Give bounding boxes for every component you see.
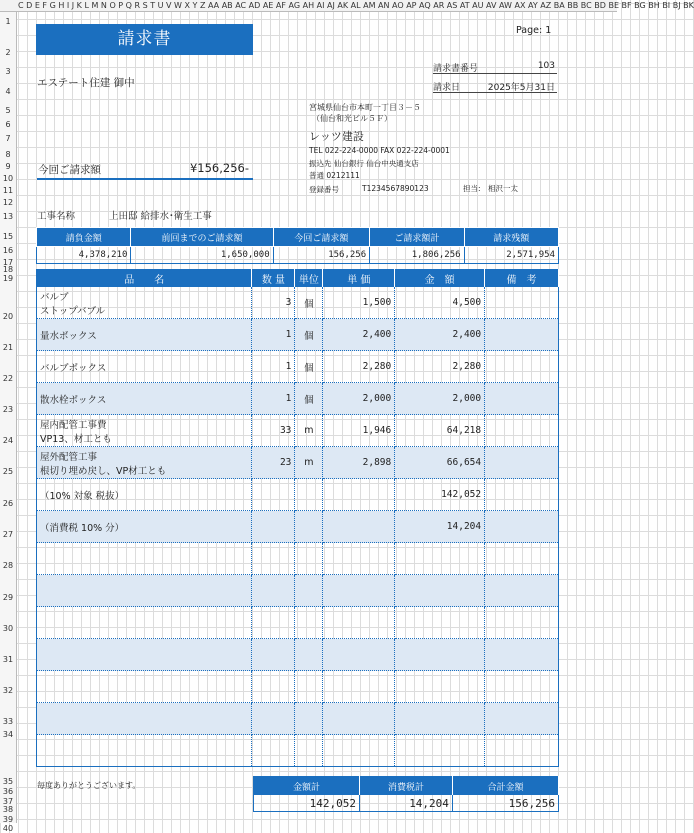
item-qty[interactable] xyxy=(252,703,295,735)
row-number[interactable]: 5 xyxy=(5,106,11,115)
item-unit[interactable] xyxy=(295,511,323,543)
company-tel-fax: TEL 022-224-0000 FAX 022-224-0001 xyxy=(309,146,450,155)
item-name-cell[interactable] xyxy=(37,735,252,767)
item-price[interactable] xyxy=(323,735,395,767)
item-qty[interactable]: 23 xyxy=(252,447,295,479)
item-price[interactable]: 1,500 xyxy=(323,287,395,319)
row-number[interactable]: 37 xyxy=(2,797,14,806)
item-price[interactable]: 1,946 xyxy=(323,415,395,447)
row-number[interactable]: 9 xyxy=(5,162,11,171)
row-number[interactable]: 36 xyxy=(2,787,14,796)
items-header: 単 価 xyxy=(323,270,395,288)
item-row xyxy=(37,511,559,543)
item-name: 散水栓ボックス xyxy=(40,394,107,406)
item-spec: 根切り埋め戻し、VP材工とも xyxy=(40,465,167,477)
item-name: 量水ボックス xyxy=(40,330,97,342)
summary-value-row xyxy=(37,247,559,264)
item-unit[interactable]: 個 xyxy=(295,319,323,351)
thanks-message: 毎度ありがとうございます。 xyxy=(37,781,141,790)
item-unit[interactable] xyxy=(295,575,323,607)
row-number[interactable]: 25 xyxy=(2,467,14,476)
item-name-cell[interactable] xyxy=(37,671,252,703)
row-number[interactable]: 33 xyxy=(2,717,14,726)
totals-header: 合計金額 xyxy=(452,777,558,796)
column-header[interactable]: C D E F G H I J K L M N O P Q R S T U V W X Y Z AA AB AC AD AE AF AG AH AI AJ AK AL AM AN AO AP AQ AR AS AT AU AV AW AX AY AZ BA BB BC BD BE BF BG BH BI BJ BK xyxy=(0,0,617,12)
items-header: 金 額 xyxy=(395,270,485,288)
row-number[interactable]: 20 xyxy=(2,312,14,321)
invoice-no-label: 請求書番号 xyxy=(433,64,479,74)
item-name-cell[interactable] xyxy=(37,415,252,447)
item-note[interactable] xyxy=(485,671,559,703)
item-qty[interactable] xyxy=(252,607,295,639)
item-row xyxy=(37,671,559,703)
item-unit[interactable] xyxy=(295,639,323,671)
invoice-no-row xyxy=(433,61,557,74)
item-row xyxy=(37,415,559,447)
item-unit[interactable] xyxy=(295,607,323,639)
contract-amount[interactable]: 4,378,210 xyxy=(37,247,131,264)
item-note[interactable] xyxy=(485,543,559,575)
row-number[interactable]: 12 xyxy=(2,198,14,207)
item-unit[interactable] xyxy=(295,671,323,703)
item-amount[interactable]: 14,204 xyxy=(395,511,485,543)
page-number: Page: 1 xyxy=(516,25,552,36)
item-row xyxy=(37,287,559,319)
row-header[interactable] xyxy=(0,12,17,833)
row-number[interactable]: 3 xyxy=(5,67,11,76)
row-number[interactable]: 8 xyxy=(5,150,11,159)
items-header: 数 量 xyxy=(252,270,295,288)
current-billed[interactable]: 156,256 xyxy=(273,247,370,264)
item-price[interactable]: 2,898 xyxy=(323,447,395,479)
item-name: （10% 対象 税抜） xyxy=(40,490,125,502)
row-number[interactable]: 4 xyxy=(5,87,11,96)
row-number[interactable]: 39 xyxy=(2,815,14,824)
item-row xyxy=(37,607,559,639)
item-name: 屋外配管工事 xyxy=(40,451,98,463)
subtotal[interactable]: 142,052 xyxy=(254,795,360,812)
current-amount-label: 今回ご請求額 xyxy=(38,164,101,176)
item-name-cell[interactable] xyxy=(37,607,252,639)
item-price[interactable]: 2,000 xyxy=(323,383,395,415)
row-number[interactable]: 10 xyxy=(2,174,14,183)
billed-total[interactable]: 1,806,256 xyxy=(370,247,464,264)
item-price[interactable]: 2,280 xyxy=(323,351,395,383)
item-unit[interactable]: 個 xyxy=(295,287,323,319)
item-unit[interactable] xyxy=(295,479,323,511)
item-amount[interactable] xyxy=(395,607,485,639)
item-qty[interactable] xyxy=(252,511,295,543)
row-number[interactable]: 21 xyxy=(2,343,14,352)
item-qty[interactable]: 3 xyxy=(252,287,295,319)
item-amount[interactable]: 66,654 xyxy=(395,447,485,479)
item-price[interactable] xyxy=(323,703,395,735)
invoice-title: 請求書 xyxy=(36,24,253,55)
row-number[interactable]: 35 xyxy=(2,777,14,786)
item-amount[interactable] xyxy=(395,543,485,575)
totals-table xyxy=(253,776,559,812)
item-name-cell[interactable] xyxy=(37,447,252,479)
totals-header-row xyxy=(254,777,559,796)
item-row xyxy=(37,479,559,511)
item-unit[interactable] xyxy=(295,735,323,767)
item-amount[interactable]: 142,052 xyxy=(395,479,485,511)
item-name-cell[interactable] xyxy=(37,543,252,575)
item-qty[interactable] xyxy=(252,639,295,671)
row-number[interactable]: 1 xyxy=(5,17,11,26)
item-amount[interactable]: 2,000 xyxy=(395,383,485,415)
row-number[interactable]: 38 xyxy=(2,805,14,814)
summary-header: 請求残額 xyxy=(464,228,558,247)
item-qty[interactable] xyxy=(252,671,295,703)
item-name-cell[interactable] xyxy=(37,703,252,735)
item-name-cell[interactable] xyxy=(37,639,252,671)
summary-header: 今回ご請求額 xyxy=(273,228,370,247)
item-qty[interactable] xyxy=(252,479,295,511)
item-amount[interactable] xyxy=(395,575,485,607)
item-note[interactable] xyxy=(485,511,559,543)
item-amount[interactable]: 2,280 xyxy=(395,351,485,383)
previous-billed[interactable]: 1,650,000 xyxy=(131,247,273,264)
invoice-no: 103 xyxy=(537,61,555,71)
invoice-date: 2025年5月31日 xyxy=(487,83,555,93)
totals-value-row xyxy=(254,795,559,812)
item-unit[interactable] xyxy=(295,543,323,575)
client-name: エステート住建 御中 xyxy=(37,77,135,89)
current-amount: ¥156,256- xyxy=(189,161,249,175)
item-row xyxy=(37,319,559,351)
item-name: バルブ xyxy=(40,291,69,303)
item-price[interactable] xyxy=(323,607,395,639)
remaining-amount[interactable]: 2,571,954 xyxy=(464,247,558,264)
row-number[interactable]: 29 xyxy=(2,593,14,602)
row-number[interactable]: 28 xyxy=(2,561,14,570)
items-header: 備 考 xyxy=(485,270,559,288)
item-amount[interactable]: 64,218 xyxy=(395,415,485,447)
row-number[interactable]: 15 xyxy=(2,232,14,241)
item-qty[interactable] xyxy=(252,575,295,607)
item-unit[interactable]: 個 xyxy=(295,351,323,383)
row-number[interactable]: 27 xyxy=(2,530,14,539)
item-price[interactable] xyxy=(323,479,395,511)
items-header-row xyxy=(37,270,559,288)
bank-account: 普通 0212111 xyxy=(309,171,360,180)
item-price[interactable] xyxy=(323,639,395,671)
item-row xyxy=(37,575,559,607)
item-row xyxy=(37,639,559,671)
item-note[interactable] xyxy=(485,415,559,447)
row-number[interactable]: 6 xyxy=(5,120,11,129)
row-number[interactable]: 30 xyxy=(2,624,14,633)
item-price[interactable] xyxy=(323,511,395,543)
summary-table xyxy=(36,227,559,264)
item-unit[interactable] xyxy=(295,703,323,735)
row-number[interactable]: 17 xyxy=(2,258,14,267)
row-number[interactable]: 19 xyxy=(2,274,14,283)
item-unit[interactable]: m xyxy=(295,415,323,447)
item-note[interactable] xyxy=(485,383,559,415)
item-note[interactable] xyxy=(485,447,559,479)
item-amount[interactable] xyxy=(395,703,485,735)
person-name: 相沢一太 xyxy=(488,184,518,193)
totals-header: 消費税計 xyxy=(360,777,453,796)
row-number[interactable]: 23 xyxy=(2,405,14,414)
item-row xyxy=(37,351,559,383)
item-note[interactable] xyxy=(485,319,559,351)
totals-header: 金額計 xyxy=(254,777,360,796)
item-note[interactable] xyxy=(485,735,559,767)
item-unit[interactable]: 個 xyxy=(295,383,323,415)
item-amount[interactable]: 4,500 xyxy=(395,287,485,319)
item-qty[interactable]: 1 xyxy=(252,351,295,383)
registration-label: 登録番号 xyxy=(309,185,339,194)
company-building: （仙台和光ビル５Ｆ） xyxy=(312,114,392,123)
row-number[interactable]: 7 xyxy=(5,134,11,143)
item-qty[interactable]: 1 xyxy=(252,319,295,351)
row-number[interactable]: 16 xyxy=(2,246,14,255)
items-table xyxy=(36,269,559,767)
row-number[interactable]: 40 xyxy=(2,824,14,833)
item-note[interactable] xyxy=(485,607,559,639)
item-row xyxy=(37,543,559,575)
summary-header: 請負金額 xyxy=(37,228,131,247)
item-note[interactable] xyxy=(485,575,559,607)
project-name: 上田邸 給排水･衛生工事 xyxy=(109,211,212,222)
item-qty[interactable]: 33 xyxy=(252,415,295,447)
item-name-cell[interactable] xyxy=(37,351,252,383)
row-number[interactable]: 18 xyxy=(2,265,14,274)
items-header: 品 名 xyxy=(37,270,252,288)
company-address: 宮城県仙台市本町一丁目３－５ xyxy=(309,103,421,112)
item-name: 屋内配管工事費 xyxy=(40,419,107,431)
person-label: 担当: xyxy=(463,184,481,193)
item-name-cell[interactable] xyxy=(37,479,252,511)
row-number[interactable]: 34 xyxy=(2,730,14,739)
item-amount[interactable] xyxy=(395,671,485,703)
item-spec: VP13、材工とも xyxy=(40,433,112,445)
row-number[interactable]: 11 xyxy=(2,186,14,195)
summary-header: ご請求額計 xyxy=(370,228,464,247)
company-name: レッツ建設 xyxy=(309,130,364,143)
project-label: 工事名称 xyxy=(37,211,76,222)
item-note[interactable] xyxy=(485,639,559,671)
item-name-cell[interactable] xyxy=(37,511,252,543)
item-amount[interactable] xyxy=(395,735,485,767)
item-name-cell[interactable] xyxy=(37,287,252,319)
row-number[interactable]: 32 xyxy=(2,686,14,695)
row-number[interactable]: 2 xyxy=(5,48,11,57)
item-note[interactable] xyxy=(485,479,559,511)
row-number[interactable]: 24 xyxy=(2,436,14,445)
item-amount[interactable]: 2,400 xyxy=(395,319,485,351)
item-price[interactable] xyxy=(323,671,395,703)
item-name-cell[interactable] xyxy=(37,575,252,607)
items-header: 単位 xyxy=(295,270,323,288)
item-qty[interactable] xyxy=(252,735,295,767)
item-note[interactable] xyxy=(485,703,559,735)
item-price[interactable]: 2,400 xyxy=(323,319,395,351)
invoice-date-row xyxy=(433,80,557,93)
tax-total[interactable]: 14,204 xyxy=(360,795,453,812)
item-qty[interactable]: 1 xyxy=(252,383,295,415)
item-note[interactable] xyxy=(485,351,559,383)
current-amount-box xyxy=(37,160,253,180)
item-row xyxy=(37,447,559,479)
item-row xyxy=(37,703,559,735)
item-name: （消費税 10% 分） xyxy=(40,522,125,534)
row-number[interactable]: 26 xyxy=(2,499,14,508)
summary-header-row xyxy=(37,228,559,247)
item-amount[interactable] xyxy=(395,639,485,671)
invoice-date-label: 請求日 xyxy=(433,83,461,93)
bank-info: 振込先 仙台銀行 仙台中央通支店 xyxy=(309,159,419,168)
row-number[interactable]: 13 xyxy=(2,212,14,221)
item-name: バルブボックス xyxy=(40,362,107,374)
item-name-cell[interactable] xyxy=(37,383,252,415)
summary-header: 前回までのご請求額 xyxy=(131,228,273,247)
item-price[interactable] xyxy=(323,543,395,575)
item-name-cell[interactable] xyxy=(37,319,252,351)
row-number[interactable]: 31 xyxy=(2,655,14,664)
item-unit[interactable]: m xyxy=(295,447,323,479)
item-qty[interactable] xyxy=(252,543,295,575)
registration-number: T1234567890123 xyxy=(362,184,429,193)
item-spec: ストップバブル xyxy=(40,305,106,317)
grand-total[interactable]: 156,256 xyxy=(508,796,555,810)
item-note[interactable] xyxy=(485,287,559,319)
item-row xyxy=(37,383,559,415)
row-number[interactable]: 22 xyxy=(2,374,14,383)
item-row xyxy=(37,735,559,767)
item-price[interactable] xyxy=(323,575,395,607)
